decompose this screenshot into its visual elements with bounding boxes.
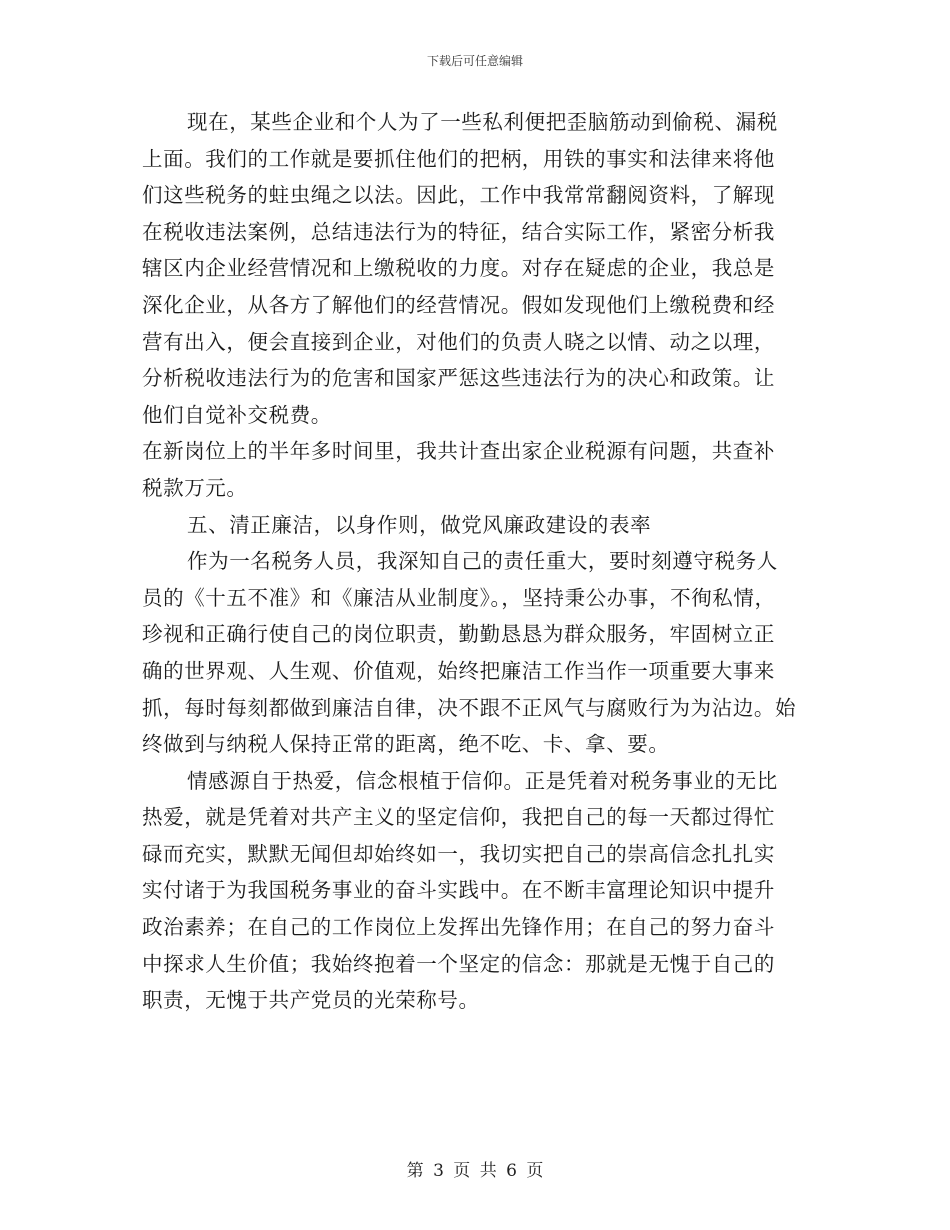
text-line: 深化企业，从各方了解他们的经营情况。假如发现他们上缴税费和经 <box>142 292 775 317</box>
text-line: 在税收违法案例，总结违法行为的特征，结合实际工作，紧密分析我 <box>142 219 775 244</box>
text-line: 五、清正廉洁，以身作则，做党风廉政建设的表率 <box>187 512 652 537</box>
text-line: 实付诸于为我国税务事业的奋斗实践中。在不断丰富理论知识中提升 <box>142 878 775 903</box>
text-line: 确的世界观、人生观、价值观，始终把廉洁工作当作一项重要大事来 <box>142 658 775 683</box>
text-line: 在新岗位上的半年多时间里，我共计查出家企业税源有问题，共查补 <box>142 439 775 464</box>
text-line: 珍视和正确行使自己的岗位职责，勤勤恳恳为群众服务，牢固树立正 <box>142 622 775 647</box>
text-line: 分析税收违法行为的危害和国家严惩这些违法行为的决心和政策。让 <box>142 366 775 391</box>
text-line: 情感源自于热爱，信念根植于信仰。正是凭着对税务事业的无比 <box>187 768 778 793</box>
page-number-label: 第 3 页 共 6 页 <box>406 1161 544 1181</box>
text-line: 们这些税务的蛀虫绳之以法。因此，工作中我常常翻阅资料，了解现 <box>142 183 775 208</box>
text-line: 现在，某些企业和个人为了一些私利便把歪脑筋动到偷税、漏税 <box>187 110 778 134</box>
page-header: 下载后可任意编辑 <box>426 54 523 68</box>
text-line: 抓，每时每刻都做到廉洁自律，决不跟不正风气与腐败行为为沾边。始 <box>142 695 797 720</box>
text-line: 碌而充实，默默无闻但却始终如一，我切实把自己的崇高信念扎扎实 <box>142 841 775 866</box>
text-line: 热爱，就是凭着对共产主义的坚定信仰，我把自己的每一天都过得忙 <box>142 805 775 830</box>
text-line: 他们自觉补交税费。 <box>142 402 332 427</box>
text-line: 政治素养；在自己的工作岗位上发挥出先锋作用；在自己的努力奋斗 <box>142 915 775 940</box>
text-line: 终做到与纳税人保持正常的距离，绝不吃、卡、拿、要。 <box>142 732 670 757</box>
page-footer <box>0 1156 950 1181</box>
text-line: 员的《十五不准》和《廉洁从业制度》。，坚持秉公办事，不徇私情， <box>142 585 776 610</box>
text-line: 营有出入，便会直接到企业，对他们的负责人晓之以情、动之以理， <box>142 329 775 354</box>
document-body <box>142 104 812 1019</box>
text-line: 作为一名税务人员，我深知自己的责任重大，要时刻遵守税务人 <box>187 549 778 574</box>
text-line: 中探求人生价值；我始终抱着一个坚定的信念：那就是无愧于自己的 <box>142 951 775 976</box>
text-line: 税款万元。 <box>142 475 248 500</box>
text-line: 上面。我们的工作就是要抓住他们的把柄，用铁的事实和法律来将他 <box>142 146 775 171</box>
text-line: 职责，无愧于共产党员的光荣称号。 <box>142 988 480 1013</box>
text-line: 辖区内企业经营情况和上缴税收的力度。对存在疑虑的企业，我总是 <box>142 256 775 281</box>
